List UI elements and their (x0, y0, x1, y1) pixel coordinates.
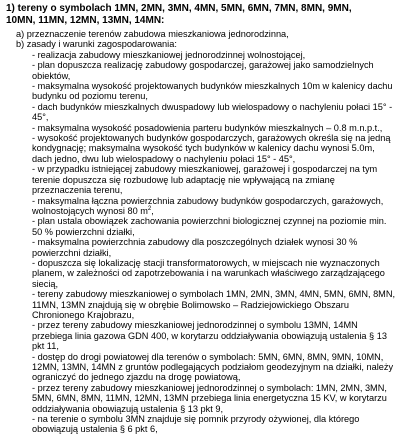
list-item: - przez tereny zabudowy mieszkaniowej jednorodzinnej o symbolu 13MN, 14MN przebiega linia gazowa GDN 400, w korytarzu oddziaływania obowiązują ustalenia § 13 pkt 11, (32, 320, 387, 352)
superscript: 2 (147, 205, 152, 212)
list-item: - tereny zabudowy mieszkaniowej o symbolach 1MN, 2MN, 3MN, 4MN, 5MN, 6MN, 8MN, 11MN, 13MN znajdują się w obrębie Bolimowsko – Radziejowickiego Obszaru Chronionego Krajobrazu, (32, 289, 396, 320)
list-item: - przez tereny zabudowy mieszkaniowej jednorodzinnej o symbolach: 1MN, 2MN, 3MN, 5MN, 6MN, 8MN, 11MN, 12MN, 13MN przebiega linia energetyczna 15 KV, w korytarzu oddziaływania obowiązują ustalenia § 13 pkt 9, (32, 382, 387, 414)
list-item: - dopuszcza się lokalizację stacji transformatorowych, w miejscach nie wyznaczonych planem, w zależności od zapotrzebowania i na warunkach właściwego zarządzającego siecią, (32, 257, 385, 289)
section-body (16, 29, 396, 435)
list-item: - w przypadku istniejącej zabudowy mieszkaniowej, garażowej i gospodarczej na tym terenie dopuszcza się rozbudowę lub adaptację nie wpływającą na zmianę przeznaczenia terenu, (32, 164, 378, 196)
list-item: - maksymalna wysokość projektowanych budynków mieszkalnych 10m w kalenicy dachu budynku od poziomu terenu, (32, 81, 393, 102)
section-a: a) przeznaczenie terenów zabudowa mieszkaniowa jednorodzinna, (16, 29, 289, 39)
list-item: - maksymalna powierzchnia zabudowy dla poszczególnych działek wynosi 30 % powierzchni działki, (32, 237, 358, 258)
section-b: b) zasady i warunki zagospodarowania: (16, 39, 177, 50)
list-item: - maksymalna wysokość posadowienia parteru budynków mieszkalnych – 0.8 m.n.p.t., (32, 122, 383, 133)
section-heading: 1) tereny o symbolach 1MN, 2MN, 3MN, 4MN, 5MN, 6MN, 7MN, 8MN, 9MN, 10MN, 11MN, 12MN, 13MN, 14MN: (6, 3, 352, 26)
list-item-text: - maksymalna łączna powierzchnia zabudowy budynków gospodarczych, garażowych, wolnostojących wynosi 80 m (32, 195, 384, 216)
list-item: - dach budynków mieszkalnych dwuspadowy lub wielospadowy o nachyleniu połaci 15° - 45°, (32, 101, 393, 123)
list-item: - realizacja zabudowy mieszkaniowej jednorodzinnej wolnostojącej, (32, 49, 306, 60)
list-item: - plan ustala obowiązek zachowania powierzchni biologicznej czynnej na poziomie min. 50 % powierzchni działki, (32, 216, 387, 237)
list-item: - na terenie o symbolu 3MN znajduje się pomnik przyrody ożywionej, dla którego obowiązują ustalenia § 6 pkt 6, (32, 414, 360, 435)
punctuation: , (151, 205, 154, 216)
list-item: - wysokość projektowanych budynków gospodarczych, garażowych określa się na jedną kondygnację; maksymalna wysokość tych budynków w kalenicy dachu wynosi 5.0m, dach jedno, dwu lub wielospadowy o nachyleniu połaci 15° - 45°, (32, 133, 391, 164)
list-item: - plan dopuszcza realizację zabudowy gospodarczej, garażowej jako samodzielnych obiektów, (32, 60, 374, 81)
list-item: - dostęp do drogi powiatowej dla terenów o symbolach: 5MN, 6MN, 8MN, 9MN, 10MN, 12MN, 13MN, 14MN z gruntów podlegających podziałom geodezyjnym na działki, należy ograniczyć do jednego zjazdu na drogę powiatową, (32, 351, 394, 383)
list-item (16, 196, 396, 217)
